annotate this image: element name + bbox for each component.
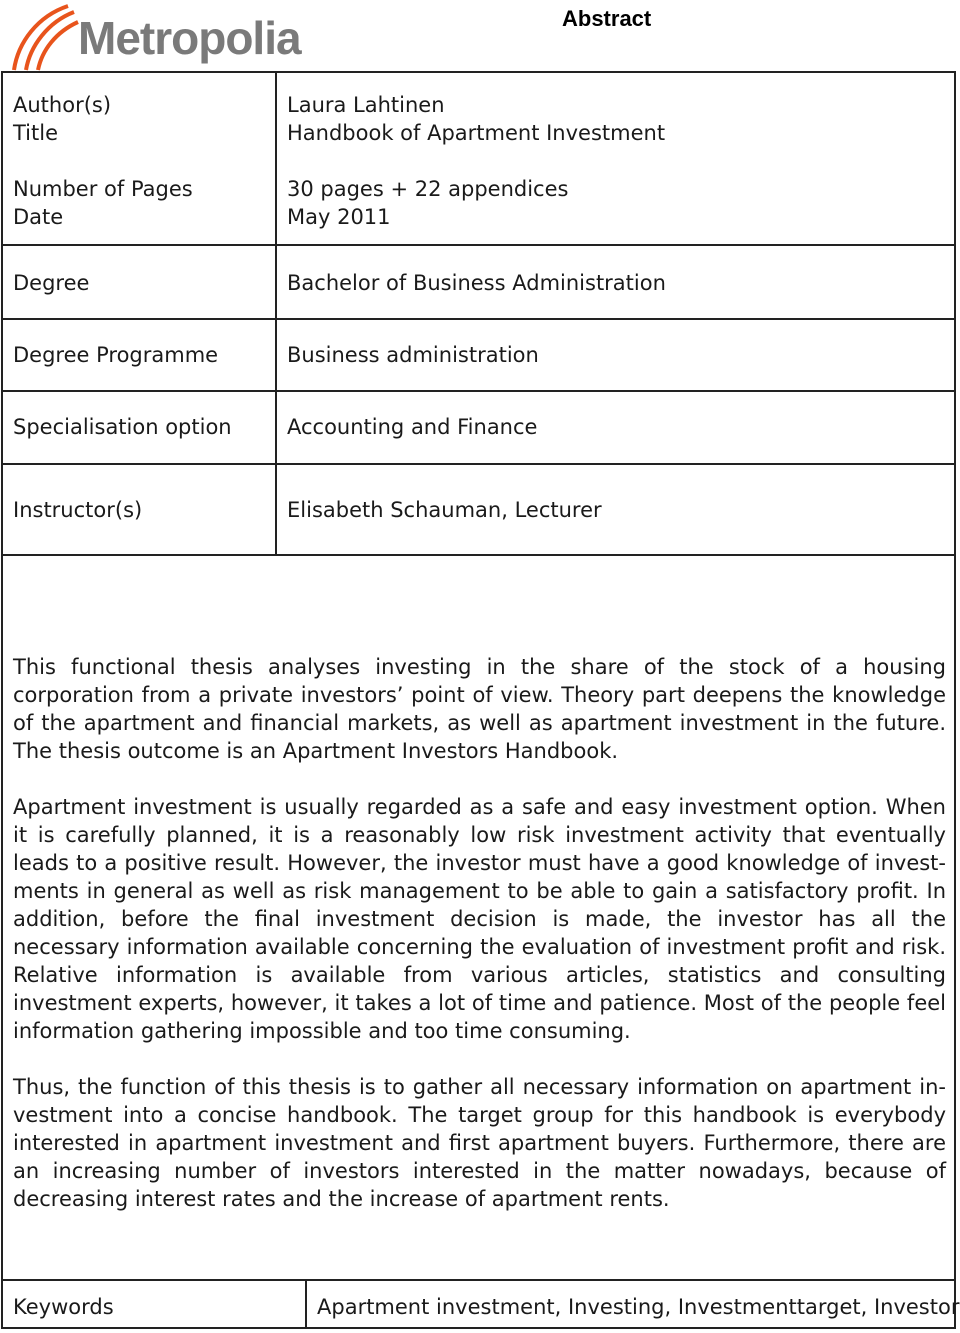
programme-label: Degree Programme [13, 343, 219, 367]
instructor-value: Elisabeth Schauman, Lecturer [287, 498, 602, 522]
abstract-paragraph: This functional thesis analyses investing in the share of the stock of a housing corporation from a private investors’ point of view. Theory part deepens the knowledge of the apartment and financial markets, as well as apartment investment in the future. The thesis outcome is an Apartment Investors Handbook. [13, 655, 946, 763]
row-divider [3, 554, 954, 556]
keywords-label: Keywords [13, 1295, 114, 1319]
keywords-value: Apartment investment, Investing, Investmenttarget, Investor [317, 1295, 960, 1319]
programme-value: Business administration [287, 343, 539, 367]
abstract-paragraph: Apartment investment is usually regarded as a safe and easy investment option. When it is carefully planned, it is a reasonably low risk investment activity that eventually leads to a positive result. However, the investor must have a good knowledge of investments in general as well as risk management to be able to gain a satisfactory profit. In addition, before the final investment decision is made, the investor has all the necessary information available concerning the evaluation of investment profit and risk. Relative information is available from various articles, statistics and consulting investment experts, however, it takes a lot of time and patience. Most of the people feel information gathering impossible and too time consuming. [13, 795, 946, 1043]
date-value: May 2011 [287, 205, 391, 229]
row-divider [3, 390, 954, 392]
row-divider [3, 1279, 954, 1281]
row-divider [3, 318, 954, 320]
date-label: Date [13, 205, 64, 229]
pages-value: 30 pages + 22 appendices [287, 177, 569, 201]
logo-arcs-icon [8, 2, 80, 74]
pages-label: Number of Pages [13, 177, 193, 201]
degree-value: Bachelor of Business Administration [287, 271, 666, 295]
specialisation-value: Accounting and Finance [287, 415, 538, 439]
column-divider [275, 73, 277, 555]
degree-label: Degree [13, 271, 90, 295]
specialisation-label: Specialisation option [13, 415, 232, 439]
row-divider [3, 244, 954, 246]
document-type-heading: Abstract [562, 6, 652, 31]
instructor-label: Instructor(s) [13, 498, 143, 522]
abstract-paragraph: Thus, the function of this thesis is to gather all necessary information on apartment investment into a concise handbook. The target group for this handbook is everybody interested in apartment investment and first apartment buyers. Furthermore, there are an increasing number of investors interested in the matter nowadays, because of decreasing interest rates and the increase of apartment rents. [13, 1075, 946, 1211]
title-label: Title [13, 121, 59, 145]
logo-wordmark: Metropolia [78, 12, 301, 64]
title-value: Handbook of Apartment Investment [287, 121, 666, 145]
author-value: Laura Lahtinen [287, 93, 445, 117]
author-label: Author(s) [13, 93, 112, 117]
abstract-text [13, 653, 946, 1241]
keywords-divider [305, 1279, 307, 1327]
row-divider [3, 463, 954, 465]
abstract-form [1, 71, 960, 1329]
metropolia-logo [8, 2, 328, 72]
